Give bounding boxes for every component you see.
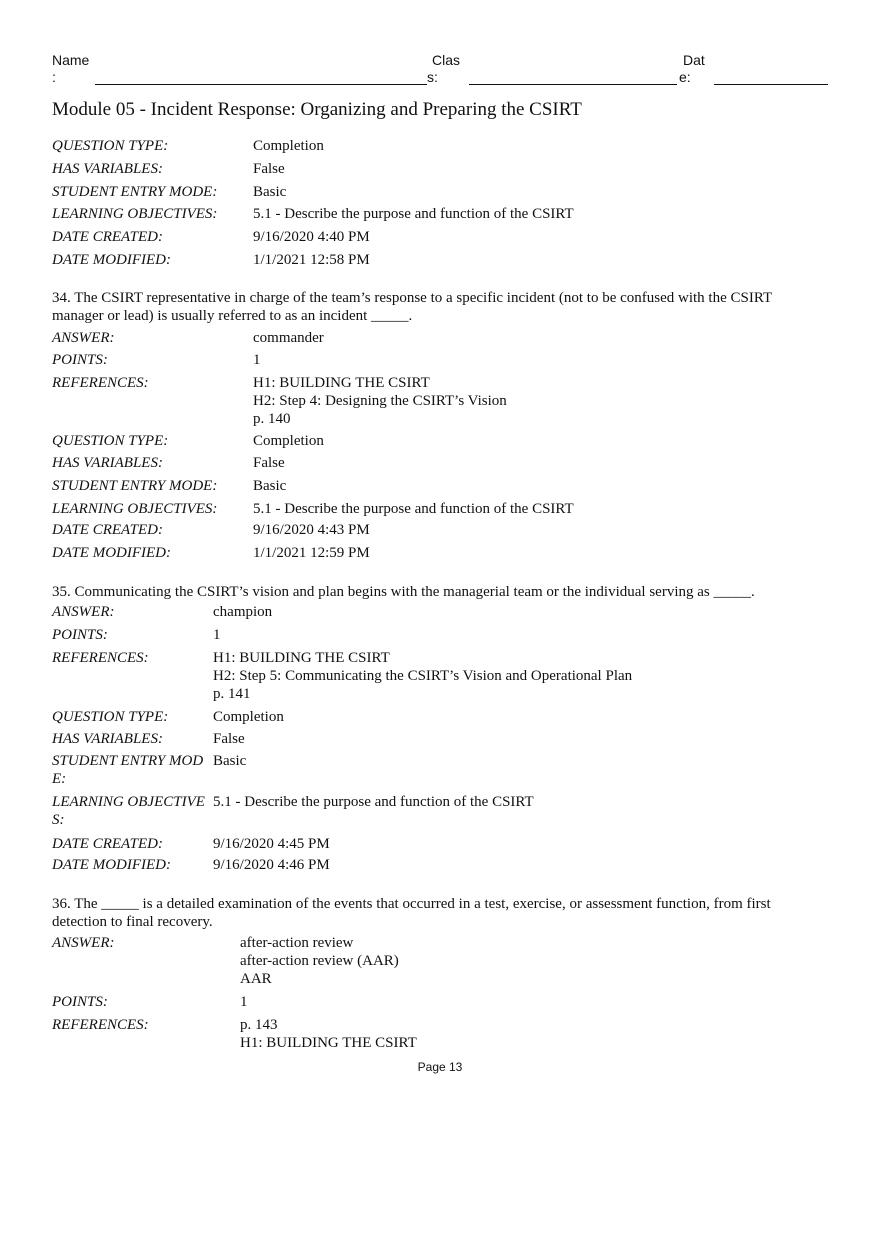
date-created-label: DATE CREATED: [52,229,163,245]
q35-question-type: Completion [213,709,284,725]
name-label: Name [52,52,90,68]
q35-points: 1 [213,627,221,643]
q35-date-modified: 9/16/2020 4:46 PM [213,857,330,873]
q34-reference-2: H2: Step 4: Designing the CSIRT’s Vision [253,393,507,409]
student-entry-mode-label-line-2: E: [52,771,67,787]
page-title: Module 05 - Incident Response: Organizing and Preparing the CSIRT [52,99,582,120]
learning-objectives-label-line-2: S: [52,812,65,828]
learning-objectives-value: 5.1 - Describe the purpose and function of the CSIRT [253,206,574,222]
question-34-text: 34. The CSIRT representative in charge of the team’s response to a specific incident (not to be confused with the CSIRT manager or lead) is usually referred to as an incident _____. [52,290,772,324]
class-label-suffix: s: [427,69,438,85]
question-type-label: QUESTION TYPE: [52,433,169,449]
points-label: POINTS: [52,627,108,643]
has-variables-value: False [253,161,285,177]
q34-question-type: Completion [253,433,324,449]
q35-reference-3: p. 141 [213,686,251,702]
q36-answer-2: after-action review (AAR) [240,953,399,969]
learning-objectives-label: LEARNING OBJECTIVES: [52,206,218,222]
q35-date-created: 9/16/2020 4:45 PM [213,836,330,852]
date-created-label: DATE CREATED: [52,836,163,852]
q36-answer-3: AAR [240,971,272,987]
learning-objectives-label-line-1: LEARNING OBJECTIVE [52,794,205,810]
q34-reference-1: H1: BUILDING THE CSIRT [253,375,430,391]
q34-learning-objectives: 5.1 - Describe the purpose and function of the CSIRT [253,501,574,517]
has-variables-label: HAS VARIABLES: [52,161,163,177]
references-label: REFERENCES: [52,1017,149,1033]
q35-learning-objectives: 5.1 - Describe the purpose and function of the CSIRT [213,794,534,810]
answer-label: ANSWER: [52,935,115,951]
question-type-label: QUESTION TYPE: [52,709,169,725]
date-modified-value: 1/1/2021 12:58 PM [253,252,370,268]
q35-student-entry-mode: Basic [213,753,247,769]
date-modified-label: DATE MODIFIED: [52,252,171,268]
q34-answer: commander [253,330,324,346]
answer-label: ANSWER: [52,330,115,346]
q34-has-variables: False [253,455,285,471]
q35-reference-2: H2: Step 5: Communicating the CSIRT’s Vision and Operational Plan [213,668,633,684]
q36-reference-1: p. 143 [240,1017,278,1033]
date-label-suffix: e: [679,69,691,85]
student-entry-mode-label-line-1: STUDENT ENTRY MOD [52,753,204,769]
student-entry-mode-value: Basic [253,184,287,200]
class-label: Clas [432,52,461,68]
q36-answer-1: after-action review [240,935,354,951]
q35-has-variables: False [213,731,245,747]
student-entry-mode-label: STUDENT ENTRY MODE: [52,184,218,200]
q35-reference-1: H1: BUILDING THE CSIRT [213,650,390,666]
date-created-value: 9/16/2020 4:40 PM [253,229,370,245]
name-field[interactable] [95,84,427,85]
q34-student-entry-mode: Basic [253,478,287,494]
question-35-text: 35. Communicating the CSIRT’s vision and plan begins with the managerial team or the individual serving as _____. [52,584,755,600]
q34-date-modified: 1/1/2021 12:59 PM [253,545,370,561]
date-field[interactable] [714,84,828,85]
date-modified-label: DATE MODIFIED: [52,857,171,873]
q35-answer: champion [213,604,273,620]
question-36-text: 36. The _____ is a detailed examination of the events that occurred in a test, exercise, or assessment function, from first detection to final recovery. [52,896,771,930]
answer-label: ANSWER: [52,604,115,620]
class-field[interactable] [469,84,677,85]
question-type-label: QUESTION TYPE: [52,138,169,154]
question-type-value: Completion [253,138,324,154]
q34-reference-3: p. 140 [253,411,291,427]
name-label-colon: : [52,69,56,85]
has-variables-label: HAS VARIABLES: [52,455,163,471]
q36-points: 1 [240,994,248,1010]
page-number: Page 13 [417,1060,463,1074]
references-label: REFERENCES: [52,650,149,666]
q36-reference-2: H1: BUILDING THE CSIRT [240,1035,417,1051]
date-modified-label: DATE MODIFIED: [52,545,171,561]
date-label: Dat [683,52,705,68]
q34-points: 1 [253,352,261,368]
q34-date-created: 9/16/2020 4:43 PM [253,522,370,538]
points-label: POINTS: [52,352,108,368]
references-label: REFERENCES: [52,375,149,391]
has-variables-label: HAS VARIABLES: [52,731,163,747]
learning-objectives-label: LEARNING OBJECTIVES: [52,501,218,517]
points-label: POINTS: [52,994,108,1010]
student-entry-mode-label: STUDENT ENTRY MODE: [52,478,218,494]
date-created-label: DATE CREATED: [52,522,163,538]
